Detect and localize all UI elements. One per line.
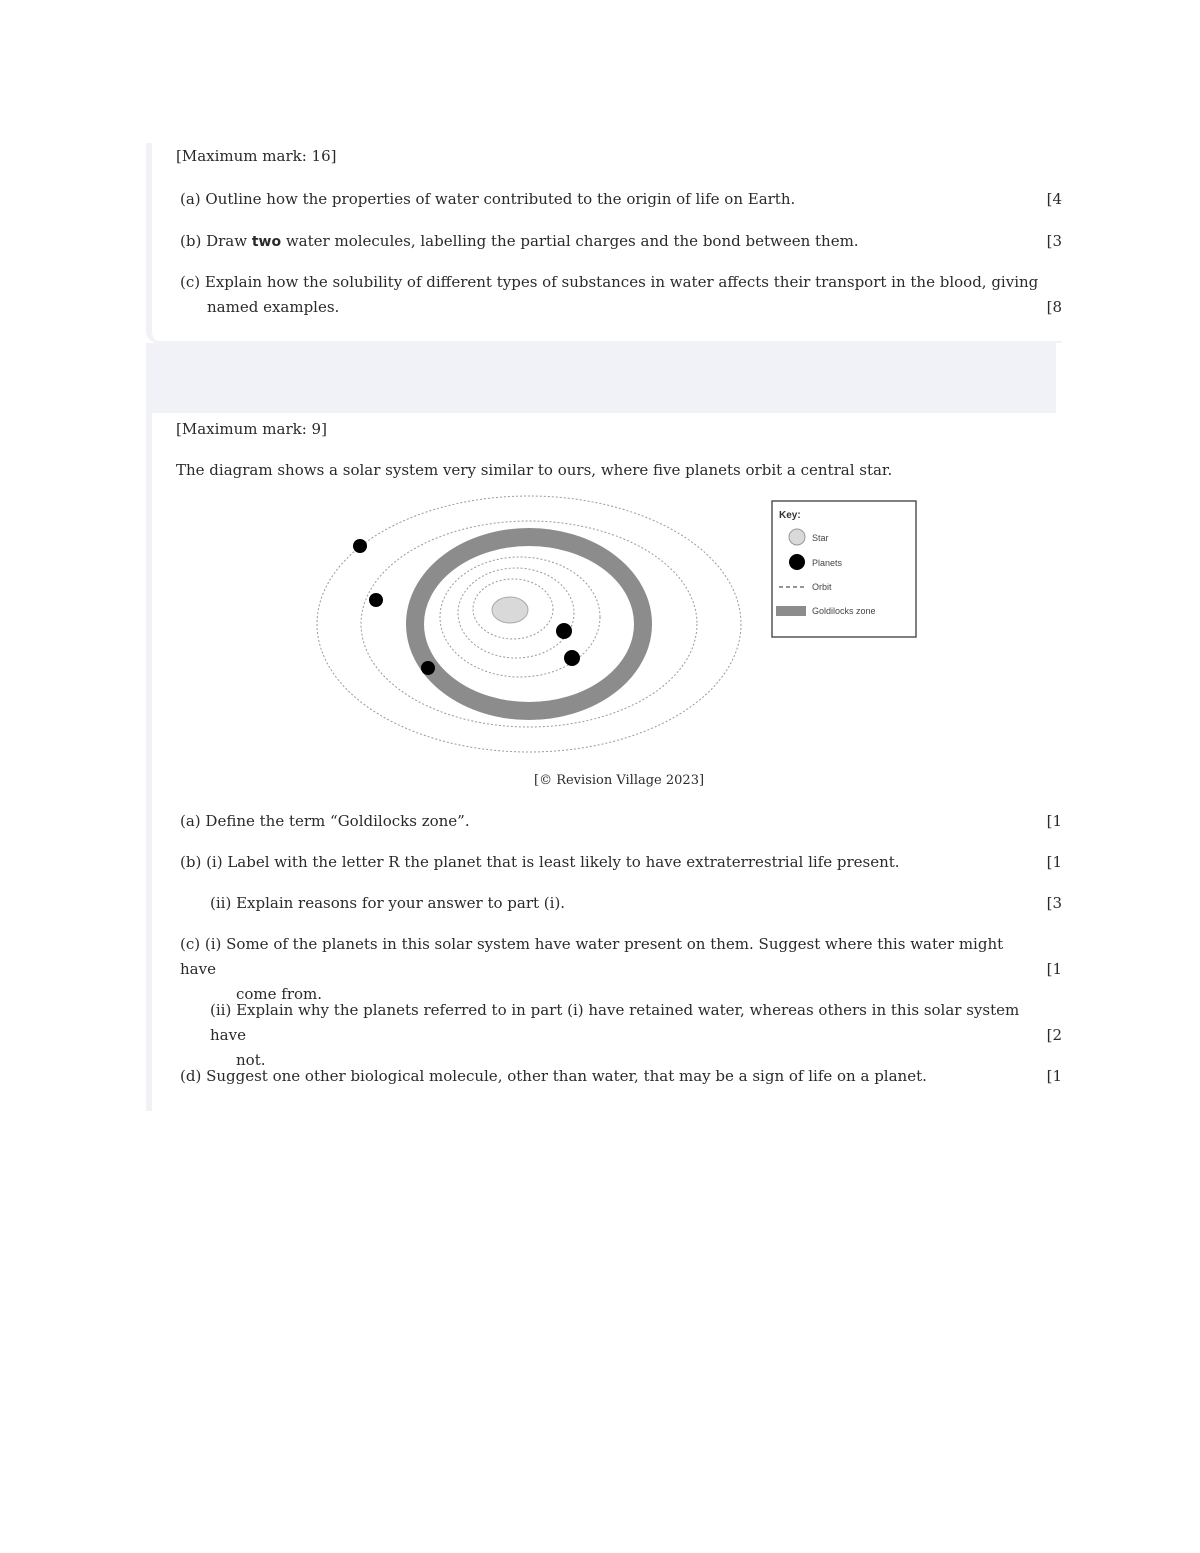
key-title: Key: (779, 510, 801, 521)
q2-part-a-mark: [1 (1046, 812, 1062, 830)
goldilocks-zone (415, 537, 643, 711)
q1-part-c-line2: named examples. (207, 298, 340, 316)
q1-part-c-line1: (c) Explain how the solubility of different types of substances in water affects their transport in the blood, giving (180, 273, 1039, 291)
q1-part-b-pre: (b) Draw (180, 232, 252, 250)
planet-1 (556, 623, 572, 639)
solar-system-diagram (302, 491, 942, 761)
q1-part-b-post: water molecules, labelling the partial charges and the bond between them. (281, 232, 859, 250)
q2-part-c-i-line1: (c) (i) Some of the planets in this solar system have water present on them. Suggest where this water might have (180, 935, 1004, 978)
q2-part-c-i-line2: come from. (236, 985, 323, 1003)
star (492, 597, 528, 623)
q1-part-b-mark: [3 (1046, 232, 1062, 250)
q1-part-b-bold: two (251, 234, 282, 250)
diagram-credit: [© Revision Village 2023] (534, 773, 705, 788)
key-planet-icon (789, 554, 805, 570)
key-orbit-label: Orbit (812, 582, 832, 592)
q1-part-a (180, 187, 1020, 212)
q2-part-b-ii-mark: [3 (1046, 894, 1062, 912)
q2-part-b-i: (b) (i) Label with the letter R the planet that is least likely to have extraterrestrial life present. (180, 853, 900, 871)
q2-part-c-i-mark: [1 (1046, 960, 1062, 978)
q1-part-a-mark: [4 (1046, 190, 1062, 208)
key-planets-label: Planets (812, 558, 843, 568)
q2-part-b-i-mark: [1 (1046, 853, 1062, 871)
q1-part-c-mark: [8 (1046, 298, 1062, 316)
diagram-key (772, 501, 916, 637)
question-2-card (146, 413, 1062, 1111)
q2-part-c-ii-line2: not. (236, 1051, 266, 1069)
key-zone-label: Goldilocks zone (812, 606, 876, 616)
planet-4 (369, 593, 383, 607)
card-separator (146, 343, 1056, 413)
q2-part-c-i (180, 932, 1040, 1007)
key-star-icon (789, 529, 805, 545)
key-zone-icon (776, 606, 806, 616)
q1-max-mark: [Maximum mark: 16] (176, 147, 337, 165)
q1-part-c (180, 270, 1040, 320)
q2-part-c-ii (210, 998, 1040, 1073)
q2-part-b-ii: (ii) Explain reasons for your answer to part (i). (210, 894, 566, 912)
q2-part-d: (d) Suggest one other biological molecule, other than water, that may be a sign of life on a planet. (180, 1067, 927, 1085)
q1-part-a-text: (a) Outline how the properties of water contributed to the origin of life on Earth. (180, 190, 796, 208)
planet-5 (353, 539, 367, 553)
planet-3 (421, 661, 435, 675)
q2-part-d-mark: [1 (1046, 1067, 1062, 1085)
q2-part-a: (a) Define the term “Goldilocks zone”. (180, 812, 470, 830)
q2-part-c-ii-mark: [2 (1046, 1026, 1062, 1044)
q2-intro: The diagram shows a solar system very similar to ours, where five planets orbit a central star. (176, 461, 893, 479)
q2-max-mark: [Maximum mark: 9] (176, 420, 327, 438)
planet-2 (564, 650, 580, 666)
q2-part-c-ii-line1: (ii) Explain why the planets referred to in part (i) have retained water, whereas others in this solar system have (210, 1001, 1020, 1044)
question-1-card (146, 143, 1062, 343)
key-star-label: Star (812, 533, 829, 543)
q1-part-b (180, 229, 1020, 255)
